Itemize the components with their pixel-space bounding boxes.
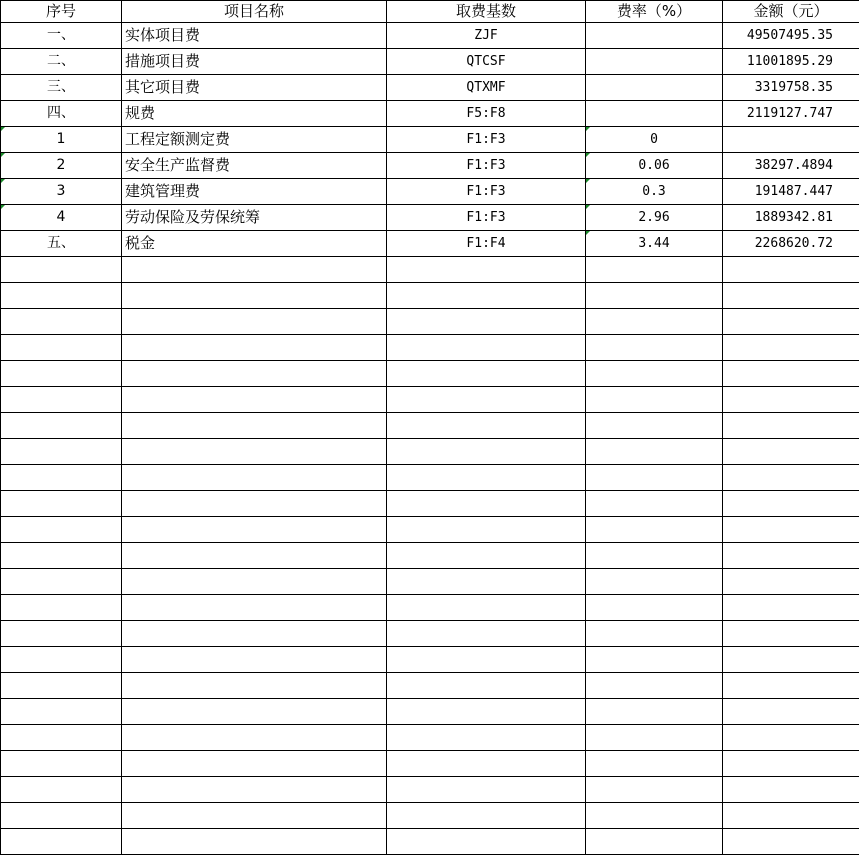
cell-seq[interactable] [1, 179, 122, 205]
cell-name[interactable] [122, 101, 387, 127]
empty-cell[interactable] [122, 829, 387, 855]
header-rate[interactable]: 费率（%） [586, 1, 723, 23]
cell-amount[interactable] [723, 153, 859, 179]
empty-cell[interactable] [122, 621, 387, 647]
empty-row [1, 283, 859, 309]
empty-cell[interactable] [387, 491, 586, 517]
empty-cell[interactable] [122, 725, 387, 751]
empty-cell[interactable] [586, 257, 723, 283]
empty-cell[interactable] [387, 257, 586, 283]
empty-cell[interactable] [1, 803, 122, 829]
number-as-text-indicator-icon [586, 127, 590, 131]
empty-cell[interactable] [723, 621, 859, 647]
number-as-text-indicator-icon [1, 153, 5, 157]
table-row [1, 205, 859, 231]
cell-base[interactable] [387, 23, 586, 49]
cell-base-text: QTCSF [466, 54, 506, 69]
empty-cell[interactable] [122, 283, 387, 309]
empty-row [1, 387, 859, 413]
empty-cell[interactable] [586, 751, 723, 777]
empty-cell[interactable] [586, 829, 723, 855]
empty-cell[interactable] [1, 725, 122, 751]
empty-cell[interactable] [122, 569, 387, 595]
cell-seq[interactable] [1, 153, 122, 179]
empty-cell[interactable] [1, 283, 122, 309]
empty-cell[interactable] [586, 335, 723, 361]
empty-cell[interactable] [122, 543, 387, 569]
empty-row [1, 621, 859, 647]
empty-row [1, 673, 859, 699]
cell-amount-text: 191487.447 [754, 184, 833, 199]
empty-cell[interactable] [387, 517, 586, 543]
empty-cell[interactable] [1, 829, 122, 855]
cell-name[interactable] [122, 127, 387, 153]
empty-cell[interactable] [586, 387, 723, 413]
cell-base[interactable] [387, 127, 586, 153]
cell-amount-text: 49507495.35 [746, 28, 833, 43]
empty-cell[interactable] [586, 543, 723, 569]
cell-amount-text: 2268620.72 [754, 236, 833, 251]
number-as-text-indicator-icon [1, 127, 5, 131]
cell-seq-text: 四、 [47, 105, 75, 121]
empty-cell[interactable] [723, 517, 859, 543]
cell-base-text: F1:F3 [466, 158, 506, 173]
header-base[interactable]: 取费基数 [387, 1, 586, 23]
empty-cell[interactable] [1, 491, 122, 517]
empty-cell[interactable] [586, 439, 723, 465]
cell-name-text: 劳动保险及劳保统筹 [125, 208, 261, 226]
number-as-text-indicator-icon [586, 205, 590, 209]
number-as-text-indicator-icon [1, 205, 5, 209]
empty-row [1, 491, 859, 517]
cell-rate[interactable] [586, 179, 723, 205]
number-as-text-indicator-icon [586, 179, 590, 183]
empty-cell[interactable] [122, 699, 387, 725]
cell-rate[interactable] [586, 101, 723, 127]
cell-seq[interactable] [1, 23, 122, 49]
empty-row [1, 413, 859, 439]
cell-base-text: F1:F4 [466, 236, 506, 251]
empty-cell[interactable] [1, 543, 122, 569]
cell-amount[interactable] [723, 205, 859, 231]
empty-cell[interactable] [723, 569, 859, 595]
empty-cell[interactable] [122, 387, 387, 413]
table-row [1, 153, 859, 179]
cell-amount-text: 1889342.81 [754, 210, 833, 225]
cell-name-text: 实体项目费 [125, 26, 201, 44]
empty-cell[interactable] [387, 387, 586, 413]
cell-base[interactable] [387, 49, 586, 75]
empty-cell[interactable] [1, 309, 122, 335]
empty-cell[interactable] [387, 829, 586, 855]
empty-cell[interactable] [586, 803, 723, 829]
cell-base-text: F1:F3 [466, 184, 506, 199]
empty-cell[interactable] [387, 725, 586, 751]
empty-row [1, 335, 859, 361]
empty-cell[interactable] [723, 725, 859, 751]
number-as-text-indicator-icon [1, 179, 5, 183]
empty-cell[interactable] [387, 647, 586, 673]
table-row [1, 231, 859, 257]
empty-cell[interactable] [122, 491, 387, 517]
cell-seq[interactable] [1, 49, 122, 75]
cell-amount[interactable] [723, 231, 859, 257]
empty-cell[interactable] [1, 413, 122, 439]
header-row [1, 1, 859, 23]
empty-cell[interactable] [1, 777, 122, 803]
empty-cell[interactable] [586, 699, 723, 725]
cell-base-text: ZJF [474, 28, 498, 43]
empty-cell[interactable] [723, 751, 859, 777]
empty-cell[interactable] [387, 361, 586, 387]
empty-cell[interactable] [723, 543, 859, 569]
empty-cell[interactable] [1, 699, 122, 725]
empty-cell[interactable] [723, 491, 859, 517]
cell-rate-text: 3.44 [638, 236, 670, 251]
empty-cell[interactable] [586, 361, 723, 387]
empty-cell[interactable] [723, 699, 859, 725]
cell-seq-text: 三、 [47, 79, 75, 95]
empty-cell[interactable] [122, 647, 387, 673]
empty-cell[interactable] [1, 569, 122, 595]
empty-cell[interactable] [387, 777, 586, 803]
empty-cell[interactable] [122, 517, 387, 543]
empty-cell[interactable] [723, 413, 859, 439]
empty-cell[interactable] [1, 517, 122, 543]
cell-amount-text: 38297.4894 [754, 158, 833, 173]
cell-seq-text: 二、 [47, 53, 75, 69]
empty-cell[interactable] [586, 283, 723, 309]
empty-cell[interactable] [1, 751, 122, 777]
cell-name[interactable] [122, 179, 387, 205]
empty-cell[interactable] [723, 387, 859, 413]
empty-cell[interactable] [723, 777, 859, 803]
cell-seq-text: 2 [56, 157, 66, 173]
cell-seq-text: 五、 [47, 235, 75, 251]
empty-cell[interactable] [723, 257, 859, 283]
empty-row [1, 517, 859, 543]
empty-cell[interactable] [387, 543, 586, 569]
empty-cell[interactable] [1, 361, 122, 387]
empty-cell[interactable] [1, 465, 122, 491]
cell-base[interactable] [387, 231, 586, 257]
cell-amount[interactable] [723, 75, 859, 101]
empty-cell[interactable] [387, 309, 586, 335]
cell-name[interactable] [122, 205, 387, 231]
cell-base[interactable] [387, 205, 586, 231]
cell-name-text: 工程定额测定费 [125, 130, 231, 148]
cell-name[interactable] [122, 49, 387, 75]
empty-cell[interactable] [387, 569, 586, 595]
empty-cell[interactable] [586, 309, 723, 335]
empty-cell[interactable] [723, 309, 859, 335]
empty-cell[interactable] [586, 777, 723, 803]
cell-seq[interactable] [1, 127, 122, 153]
cell-name[interactable] [122, 231, 387, 257]
empty-cell[interactable] [1, 673, 122, 699]
cell-base[interactable] [387, 101, 586, 127]
empty-row [1, 829, 859, 855]
table-row [1, 49, 859, 75]
empty-cell[interactable] [387, 673, 586, 699]
cell-name-text: 措施项目费 [125, 52, 201, 70]
cell-seq-text: 4 [56, 209, 66, 225]
cell-amount-text: 3319758.35 [754, 80, 833, 95]
cell-rate-text: 0 [650, 132, 658, 147]
cell-rate-text: 0.06 [638, 158, 670, 173]
cell-rate[interactable] [586, 153, 723, 179]
empty-cell[interactable] [586, 465, 723, 491]
cell-seq[interactable] [1, 75, 122, 101]
empty-cell[interactable] [122, 257, 387, 283]
cell-name-text: 安全生产监督费 [125, 156, 231, 174]
cell-amount[interactable] [723, 127, 859, 153]
empty-cell[interactable] [387, 595, 586, 621]
empty-cell[interactable] [387, 803, 586, 829]
empty-cell[interactable] [122, 335, 387, 361]
empty-cell[interactable] [387, 699, 586, 725]
cell-rate[interactable] [586, 75, 723, 101]
cell-amount[interactable] [723, 101, 859, 127]
cell-name[interactable] [122, 153, 387, 179]
empty-row [1, 803, 859, 829]
cell-base-text: F1:F3 [466, 132, 506, 147]
table-row [1, 75, 859, 101]
empty-cell[interactable] [122, 439, 387, 465]
empty-cell[interactable] [586, 517, 723, 543]
empty-cell[interactable] [723, 361, 859, 387]
empty-cell[interactable] [122, 803, 387, 829]
empty-cell[interactable] [1, 621, 122, 647]
empty-cell[interactable] [387, 465, 586, 491]
empty-cell[interactable] [723, 673, 859, 699]
empty-cell[interactable] [586, 595, 723, 621]
empty-cell[interactable] [387, 413, 586, 439]
cell-name-text: 税金 [125, 234, 156, 252]
cell-rate[interactable] [586, 23, 723, 49]
table-row [1, 23, 859, 49]
cell-name[interactable] [122, 23, 387, 49]
empty-cell[interactable] [1, 257, 122, 283]
table-row [1, 101, 859, 127]
empty-cell[interactable] [387, 439, 586, 465]
cell-rate[interactable] [586, 49, 723, 75]
cell-amount[interactable] [723, 23, 859, 49]
cell-amount[interactable] [723, 179, 859, 205]
empty-cell[interactable] [723, 803, 859, 829]
cell-seq-text: 3 [56, 183, 66, 199]
table-body [1, 23, 859, 855]
cell-base[interactable] [387, 153, 586, 179]
empty-cell[interactable] [122, 413, 387, 439]
empty-cell[interactable] [387, 621, 586, 647]
empty-row [1, 309, 859, 335]
empty-cell[interactable] [1, 387, 122, 413]
empty-cell[interactable] [723, 465, 859, 491]
empty-cell[interactable] [1, 595, 122, 621]
empty-cell[interactable] [723, 829, 859, 855]
empty-cell[interactable] [122, 777, 387, 803]
empty-cell[interactable] [723, 439, 859, 465]
empty-cell[interactable] [1, 647, 122, 673]
empty-cell[interactable] [122, 361, 387, 387]
cell-seq-text: 1 [56, 131, 66, 147]
empty-cell[interactable] [586, 413, 723, 439]
cell-base-text: F5:F8 [466, 106, 506, 121]
empty-row [1, 751, 859, 777]
empty-cell[interactable] [1, 335, 122, 361]
empty-cell[interactable] [122, 751, 387, 777]
empty-cell[interactable] [723, 283, 859, 309]
empty-cell[interactable] [387, 283, 586, 309]
cell-rate[interactable] [586, 205, 723, 231]
number-as-text-indicator-icon [586, 231, 590, 235]
cell-name[interactable] [122, 75, 387, 101]
empty-row [1, 361, 859, 387]
empty-row [1, 465, 859, 491]
empty-row [1, 699, 859, 725]
empty-cell[interactable] [586, 569, 723, 595]
empty-row [1, 439, 859, 465]
cell-base[interactable] [387, 75, 586, 101]
empty-cell[interactable] [122, 465, 387, 491]
header-seq[interactable]: 序号 [1, 1, 122, 23]
empty-cell[interactable] [122, 595, 387, 621]
empty-row [1, 725, 859, 751]
table-row [1, 179, 859, 205]
cell-amount-text: 2119127.747 [746, 106, 833, 121]
empty-cell[interactable] [586, 725, 723, 751]
cell-rate-text: 0.3 [642, 184, 666, 199]
cell-base[interactable] [387, 179, 586, 205]
empty-cell[interactable] [586, 621, 723, 647]
cell-name-text: 规费 [125, 104, 156, 122]
empty-cell[interactable] [387, 335, 586, 361]
table-row [1, 127, 859, 153]
header-amount[interactable]: 金额（元） [723, 1, 859, 23]
cell-base-text: F1:F3 [466, 210, 506, 225]
cell-rate[interactable] [586, 127, 723, 153]
empty-row [1, 569, 859, 595]
empty-row [1, 543, 859, 569]
empty-cell[interactable] [387, 751, 586, 777]
cell-name-text: 其它项目费 [125, 78, 201, 96]
number-as-text-indicator-icon [586, 153, 590, 157]
empty-row [1, 647, 859, 673]
empty-cell[interactable] [723, 647, 859, 673]
empty-cell[interactable] [723, 595, 859, 621]
empty-cell[interactable] [1, 439, 122, 465]
header-name[interactable]: 项目名称 [122, 1, 387, 23]
cell-seq[interactable] [1, 101, 122, 127]
empty-cell[interactable] [586, 647, 723, 673]
empty-cell[interactable] [122, 673, 387, 699]
empty-row [1, 777, 859, 803]
cell-seq-text: 一、 [47, 27, 75, 43]
cell-amount-text: 11001895.29 [746, 54, 833, 69]
empty-row [1, 595, 859, 621]
empty-cell[interactable] [723, 335, 859, 361]
cell-amount[interactable] [723, 49, 859, 75]
empty-cell[interactable] [586, 491, 723, 517]
cell-seq[interactable] [1, 205, 122, 231]
cell-rate[interactable] [586, 231, 723, 257]
empty-cell[interactable] [122, 309, 387, 335]
empty-row [1, 257, 859, 283]
cell-rate-text: 2.96 [638, 210, 670, 225]
cell-name-text: 建筑管理费 [125, 182, 201, 200]
cell-seq[interactable] [1, 231, 122, 257]
cell-base-text: QTXMF [466, 80, 506, 95]
empty-cell[interactable] [586, 673, 723, 699]
